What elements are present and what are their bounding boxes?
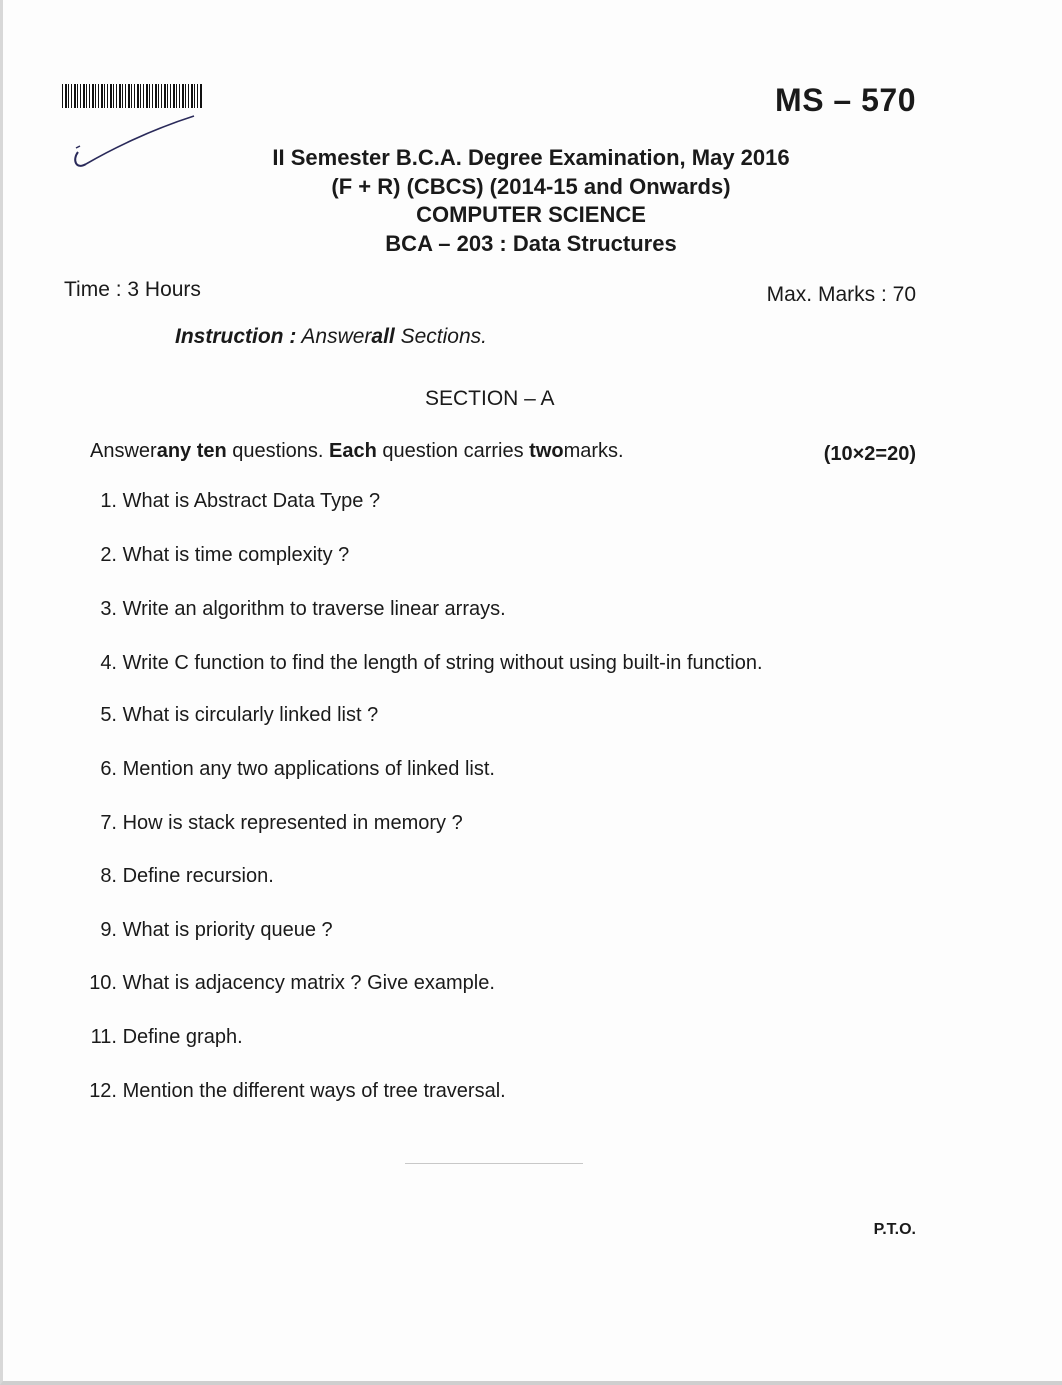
- question-number: 8.: [100, 865, 117, 887]
- question-text: What is circularly linked list ?: [122, 704, 379, 726]
- question-text: What is priority queue ?: [122, 919, 333, 941]
- instruction: [175, 325, 487, 349]
- question-number: 4.: [100, 652, 117, 674]
- question-item: [76, 1026, 243, 1049]
- question-number: 2.: [100, 544, 117, 566]
- paper-code: MS – 570: [775, 82, 916, 118]
- answer-mid2: question carries: [382, 440, 524, 462]
- question-number: 1.: [100, 490, 117, 512]
- question-item: [76, 1080, 506, 1103]
- question-item: [76, 704, 378, 727]
- pto-label: P.T.O.: [873, 1221, 916, 1238]
- question-item: [76, 919, 333, 942]
- question-item: [76, 490, 380, 513]
- answer-bold-each: Each: [329, 440, 377, 462]
- question-item: [76, 598, 506, 621]
- question-number: 10.: [89, 972, 117, 994]
- question-number: 5.: [100, 704, 117, 726]
- question-text: What is Abstract Data Type ?: [122, 490, 381, 512]
- exam-scheme: (F + R) (CBCS) (2014-15 and Onwards): [331, 174, 731, 199]
- question-number: 6.: [100, 758, 117, 780]
- question-number: 7.: [100, 812, 117, 834]
- question-text: Define graph.: [122, 1026, 243, 1048]
- instruction-label: Instruction :: [175, 325, 297, 348]
- question-text: Write an algorithm to traverse linear arrays.: [122, 598, 506, 620]
- question-item: [76, 972, 495, 995]
- answer-bold-count: any ten: [156, 440, 227, 462]
- question-item: [76, 758, 495, 781]
- question-number: 3.: [100, 598, 117, 620]
- question-item: [76, 865, 274, 888]
- barcode-icon: [62, 84, 202, 108]
- max-marks: Max. Marks : 70: [766, 283, 916, 306]
- section-title: SECTION – A: [425, 387, 555, 410]
- answer-instruction: [90, 440, 624, 463]
- question-item: [76, 544, 349, 567]
- answer-end: marks.: [563, 440, 624, 462]
- instruction-emphasis: all: [371, 325, 395, 348]
- exam-time: Time : 3 Hours: [64, 278, 201, 301]
- answer-bold-two: two: [529, 440, 564, 462]
- question-item: [76, 652, 763, 675]
- answer-prefix: Answer: [90, 440, 157, 462]
- question-text: Mention the different ways of tree traversal.: [122, 1080, 506, 1102]
- instruction-text-before: Answer: [301, 325, 372, 348]
- instruction-text-after: Sections.: [400, 325, 488, 348]
- question-number: 11.: [90, 1026, 117, 1048]
- question-text: Mention any two applications of linked list.: [122, 758, 495, 780]
- question-text: Write C function to find the length of string without using built-in function.: [122, 652, 763, 674]
- exam-subject: COMPUTER SCIENCE: [416, 202, 646, 227]
- divider: [405, 1163, 583, 1164]
- answer-mid: questions.: [232, 440, 324, 462]
- question-item: [76, 812, 463, 835]
- exam-course: BCA – 203 : Data Structures: [385, 231, 677, 256]
- question-text: Define recursion.: [122, 865, 274, 887]
- question-text: What is adjacency matrix ? Give example.: [122, 972, 495, 994]
- question-text: What is time complexity ?: [122, 544, 350, 566]
- question-text: How is stack represented in memory ?: [122, 812, 463, 834]
- marks-scheme: (10×2=20): [823, 443, 916, 465]
- exam-title: II Semester B.C.A. Degree Examination, May 2016: [272, 145, 790, 170]
- question-number: 9.: [100, 919, 117, 941]
- question-number: 12.: [89, 1080, 117, 1102]
